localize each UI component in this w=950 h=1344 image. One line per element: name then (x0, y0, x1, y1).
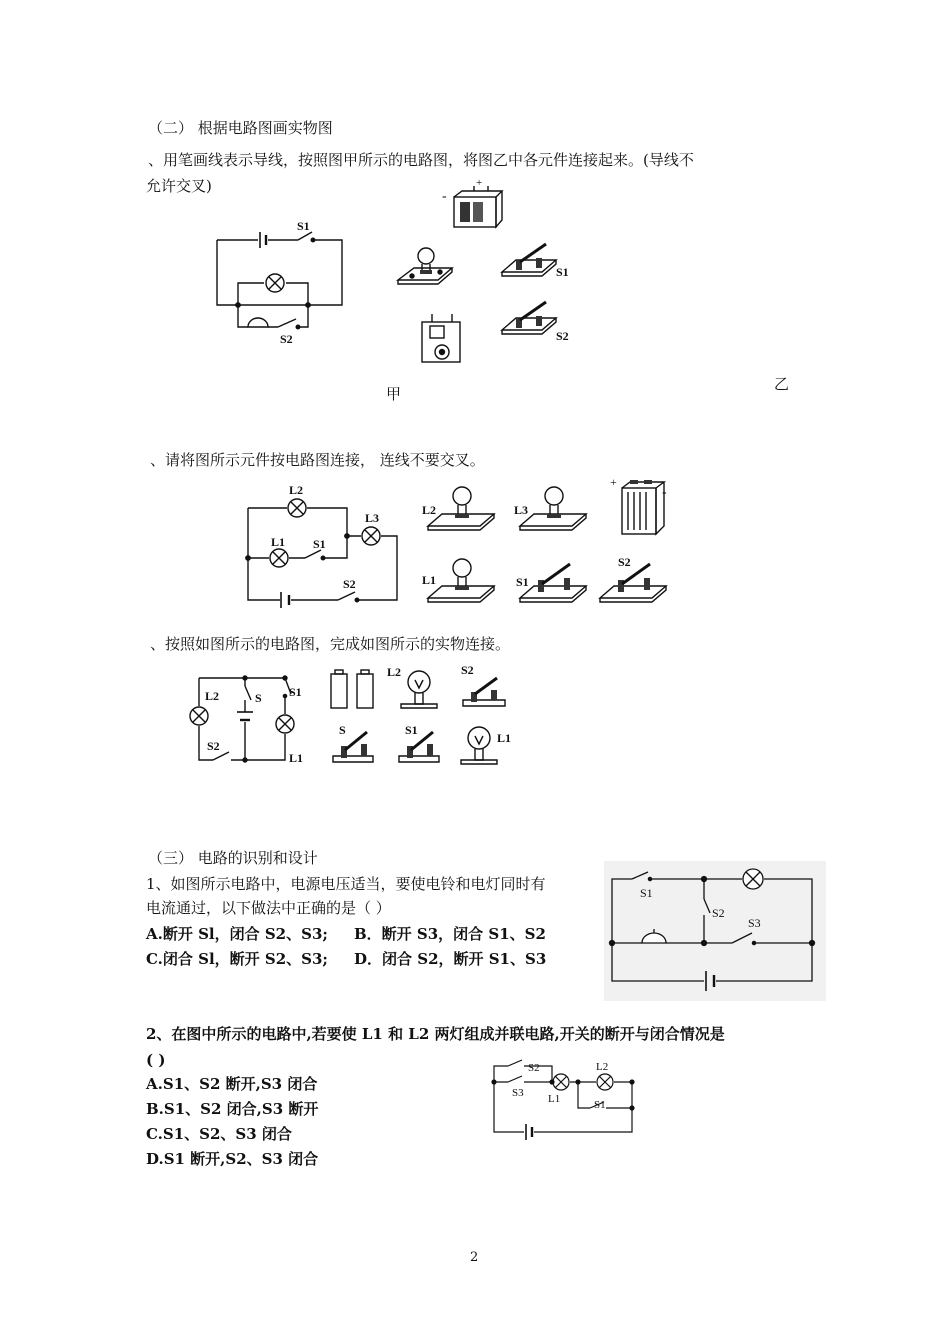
label-l1-component: L1 (422, 573, 437, 587)
s3-q2-option-c: C.S1、S2、S3 闭合 (146, 1125, 292, 1143)
battery-icon (442, 177, 502, 227)
label-s2-s3q2: S2 (528, 1062, 540, 1074)
s3-q2-line1: 2、在图中所示的电路中,若要使 L1 和 L2 两灯组成并联电路,开关的断开与闭合情况是 (146, 1025, 725, 1043)
label-s3-s3q1: S3 (748, 916, 761, 930)
label-s1-q3: S1 (289, 685, 302, 699)
label-s3-s3q2: S3 (512, 1087, 524, 1099)
label-l2: L2 (289, 483, 304, 497)
circuit-diagram-s3-q1 (604, 861, 826, 1001)
label-s2-component-q3: S2 (461, 663, 474, 677)
switch-s1-q3-icon (399, 723, 439, 762)
label-l2-component-q3: L2 (387, 665, 402, 679)
switch-s-q3-icon (333, 723, 373, 762)
battery-q2-icon (610, 475, 667, 534)
section-3-title: （三） 电路的识别和设计 (148, 849, 318, 867)
label-jia: 甲 (386, 385, 402, 403)
s2-q1-line2: 允许交叉) (146, 177, 212, 195)
components-q3 (325, 660, 525, 772)
bulb-l2-icon (422, 487, 494, 530)
label-yi: 乙 (774, 375, 790, 393)
s3-q1-option-d: D．闭合 S2，断开 S1、S3 (354, 950, 547, 968)
components-q2 (420, 474, 680, 610)
label-l1-s3q2: L1 (548, 1093, 561, 1105)
page-number: 2 (470, 1250, 479, 1265)
battery-q2-minus: - (662, 485, 667, 500)
s2-q3-text: 、按照如图所示的电路图，完成如图所示的实物连接。 (150, 635, 511, 653)
switch-s2-q3-icon (461, 663, 505, 706)
s3-q1-option-b: B．断开 S3，闭合 S1、S2 (354, 925, 546, 943)
circuit-diagram-s3-q2 (486, 1056, 638, 1140)
switch-s2-icon (502, 302, 569, 343)
switch-s1-icon (502, 244, 569, 279)
s3-q1-option-c: C.闭合 Sl，断开 S2、S3; (146, 950, 328, 968)
label-s2-q3: S2 (207, 739, 220, 753)
label-s2-component: S2 (556, 329, 569, 343)
s3-q1-line1: 1、如图所示电路中，电源电压适当，要使电铃和电灯同时有 (146, 875, 546, 893)
label-s2: S2 (280, 332, 293, 346)
circuit-diagram-q2 (235, 478, 405, 608)
label-l1-q3: L1 (289, 751, 304, 765)
label-s1-q2: S1 (313, 537, 326, 551)
label-s1-s3q2: S1 (594, 1099, 606, 1111)
s3-q2-option-b: B.S1、S2 闭合,S3 断开 (146, 1100, 319, 1118)
s3-q2-option-a: A.S1、S2 断开,S3 闭合 (146, 1075, 318, 1093)
bulb-l3-icon (514, 487, 586, 530)
switch-s2-q2-icon (600, 555, 666, 602)
s2-q1-line1: 、用笔画线表示导线，按照图甲所示的电路图，将图乙中各元件连接起来。(导线不 (148, 151, 694, 169)
label-s1-component-q3: S1 (405, 723, 418, 737)
components-yi (390, 177, 590, 370)
label-l3: L3 (365, 511, 380, 525)
label-l2-component: L2 (422, 503, 437, 517)
circuit-diagram-q3 (185, 672, 315, 768)
label-s1-component: S1 (556, 265, 569, 279)
label-s2-q2: S2 (343, 577, 356, 591)
s3-q2-line2: ( ) (146, 1051, 166, 1069)
s3-q1-option-a: A.断开 Sl，闭合 S2、S3; (146, 925, 328, 943)
label-s2-s3q1: S2 (712, 906, 725, 920)
label-s1: S1 (297, 219, 310, 233)
bulb-l1-icon (422, 559, 494, 602)
label-s1-s3q1: S1 (640, 886, 653, 900)
label-s2-component-q2: S2 (618, 555, 631, 569)
label-l3-component: L3 (514, 503, 529, 517)
label-l2-s3q2: L2 (596, 1061, 609, 1073)
circuit-diagram-jia (200, 210, 360, 350)
label-s1-component-q2: S1 (516, 575, 529, 589)
battery-q2-plus: + (610, 475, 617, 489)
switch-s1-q2-icon (516, 564, 586, 602)
battery-minus: - (442, 189, 447, 204)
s2-q2-text: 、请将图所示元件按电路图连接， 连线不要交叉。 (150, 451, 485, 469)
bulb-l1-q3-icon (461, 727, 511, 764)
battery-cells-icon (331, 670, 373, 708)
bell-icon (422, 314, 460, 362)
label-s-q3: S (255, 691, 262, 705)
bulb-l2-q3-icon (387, 665, 437, 708)
battery-plus: + (476, 177, 483, 189)
label-l1: L1 (271, 535, 286, 549)
label-l1-component-q3: L1 (497, 731, 512, 745)
s3-q1-line2: 电流通过，以下做法中正确的是（ ） (146, 899, 391, 917)
label-l2-q3: L2 (205, 689, 220, 703)
s3-q2-option-d: D.S1 断开,S2、S3 闭合 (146, 1150, 319, 1168)
section-2-title: （二） 根据电路图画实物图 (148, 119, 333, 137)
bulb-icon (398, 248, 452, 284)
label-s-component-q3: S (339, 723, 346, 737)
